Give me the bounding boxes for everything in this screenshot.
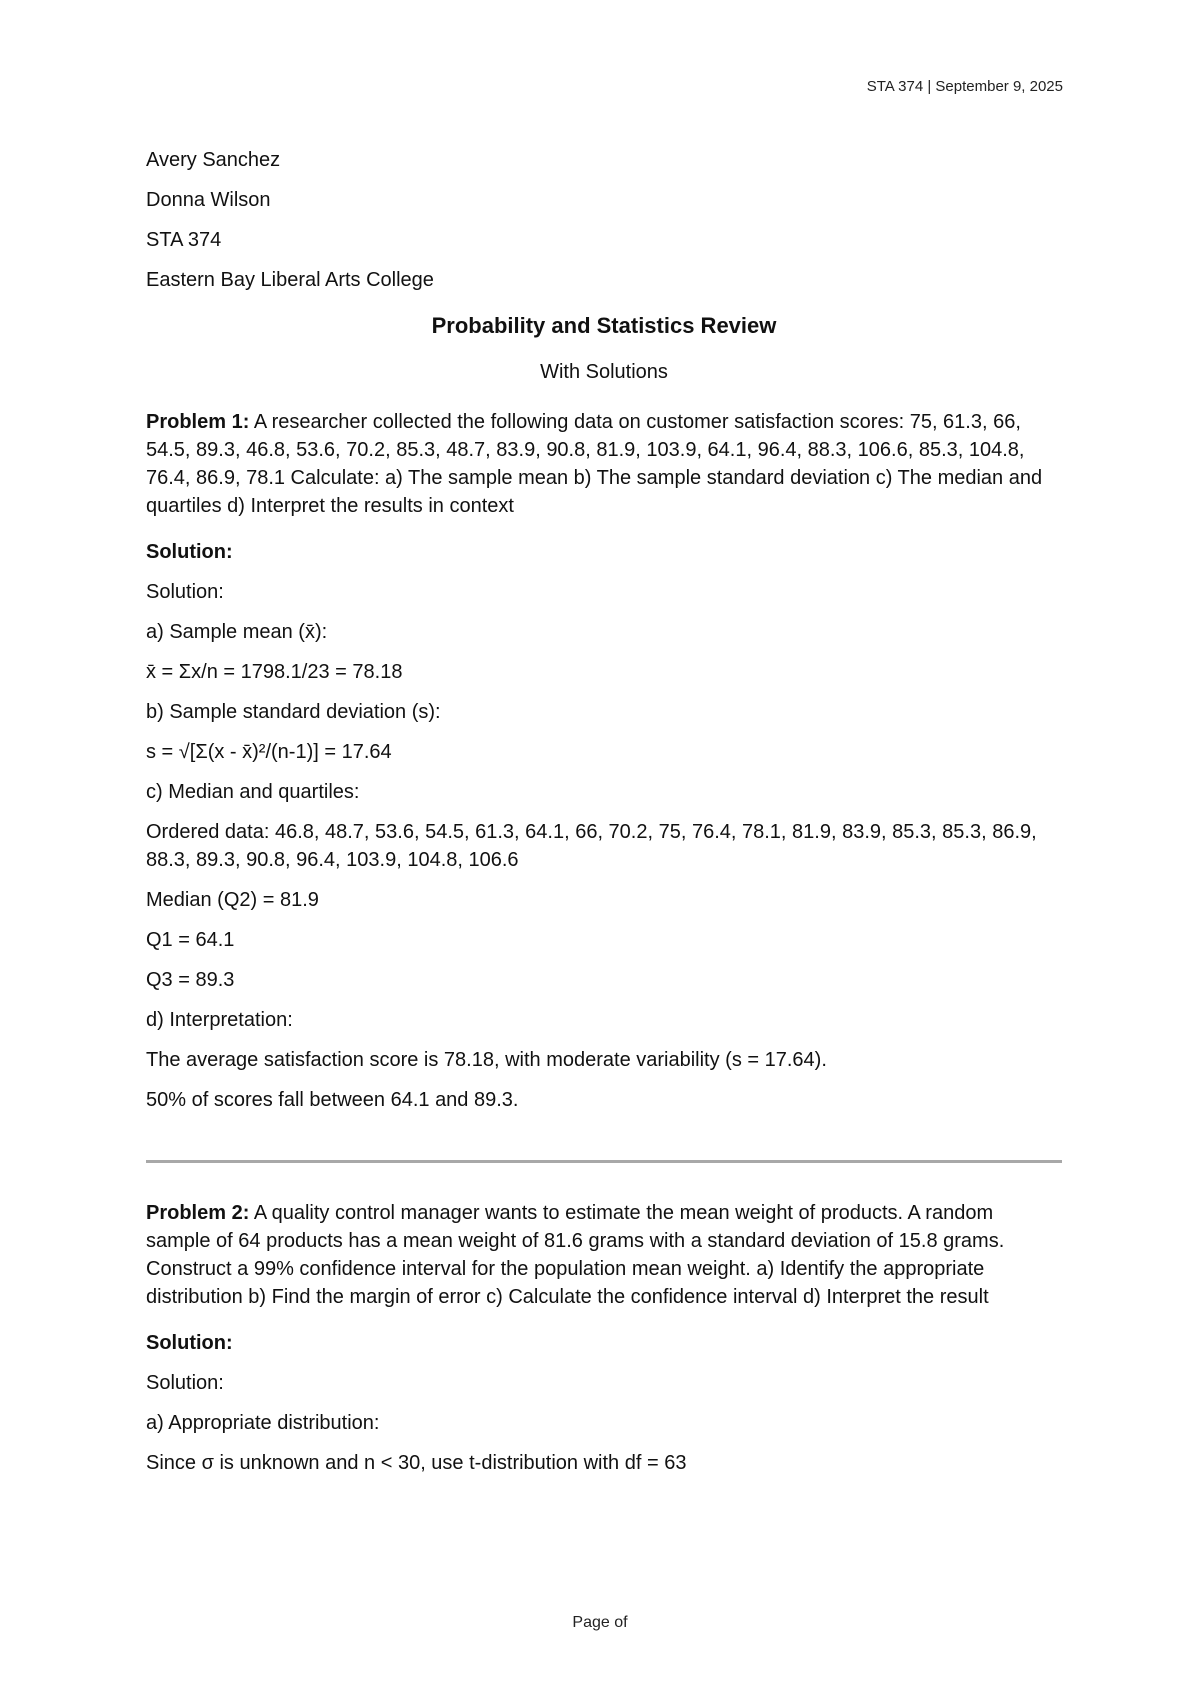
author-block <box>146 146 1062 294</box>
solution-line: The average satisfaction score is 78.18, with moderate variability (s = 17.64). <box>146 1049 827 1071</box>
solution-line: Ordered data: 46.8, 48.7, 53.6, 54.5, 61.3, 64.1, 66, 70.2, 75, 76.4, 78.1, 81.9, 83.9, 85.3, 85.3, 86.9, 88.3, 89.3, 90.8, 96.4, 103.9, 104.8, 106.6 <box>146 821 1037 871</box>
author-name-2: Donna Wilson <box>146 189 271 211</box>
solution-line: Q1 = 64.1 <box>146 929 235 951</box>
problem-2-solution-heading: Solution: <box>146 1332 233 1354</box>
section-divider <box>146 1160 1062 1163</box>
institution: Eastern Bay Liberal Arts College <box>146 269 434 291</box>
header-course-date: STA 374 | September 9, 2025 <box>866 78 1063 95</box>
solution-line: x̄ = Σx/n = 1798.1/23 = 78.18 <box>146 661 403 683</box>
solution-line: c) Median and quartiles: <box>146 781 360 803</box>
problem-2-solution <box>146 1369 1062 1477</box>
problem-2-statement <box>146 1199 1062 1311</box>
problem-1-label: Problem 1: <box>146 411 250 433</box>
solution-line: Q3 = 89.3 <box>146 969 235 991</box>
problem-2-label: Problem 2: <box>146 1202 250 1224</box>
solution-line: Since σ is unknown and n < 30, use t-distribution with df = 63 <box>146 1452 687 1474</box>
problem-1-text: A researcher collected the following data on customer satisfaction scores: 75, 61.3, 66, 54.5, 89.3, 46.8, 53.6, 70.2, 85.3, 48.7, 83.9, 90.8, 81.9, 103.9, 64.1, 96.4, 88.3, 106.6, 85.3, 104.8, 76.4, 86.9, 78.1 Calculate: a) The sample mean b) The sample standard deviation c) The median and quartiles d) Interpret the results in context <box>146 411 1043 517</box>
solution-line: 50% of scores fall between 64.1 and 89.3. <box>146 1089 519 1111</box>
document-subtitle: With Solutions <box>540 361 668 383</box>
author-name-1: Avery Sanchez <box>146 149 281 171</box>
solution-line: Median (Q2) = 81.9 <box>146 889 319 911</box>
problem-1-solution-heading: Solution: <box>146 541 233 563</box>
solution-line: Solution: <box>146 1372 224 1394</box>
document-body <box>146 146 1062 1489</box>
solution-line: a) Appropriate distribution: <box>146 1412 380 1434</box>
solution-line: Solution: <box>146 581 224 603</box>
page-footer: Page of <box>572 1614 628 1631</box>
problem-1-solution <box>146 578 1062 1114</box>
solution-line: a) Sample mean (x̄): <box>146 621 328 643</box>
problem-1-statement <box>146 408 1062 520</box>
solution-line: b) Sample standard deviation (s): <box>146 701 441 723</box>
solution-line: d) Interpretation: <box>146 1009 293 1031</box>
solution-line: s = √[Σ(x - x̄)²/(n-1)] = 17.64 <box>146 741 392 763</box>
course-code: STA 374 <box>146 229 222 251</box>
problem-2-text: A quality control manager wants to estimate the mean weight of products. A random sample of 64 products has a mean weight of 81.6 grams with a standard deviation of 15.8 grams. Construct a 99% confidence interval for the population mean weight. a) Identify the appropriate distribution b) Find the margin of error c) Calculate the confidence interval d) Interpret the result <box>146 1202 1005 1308</box>
document-title: Probability and Statistics Review <box>431 313 777 338</box>
